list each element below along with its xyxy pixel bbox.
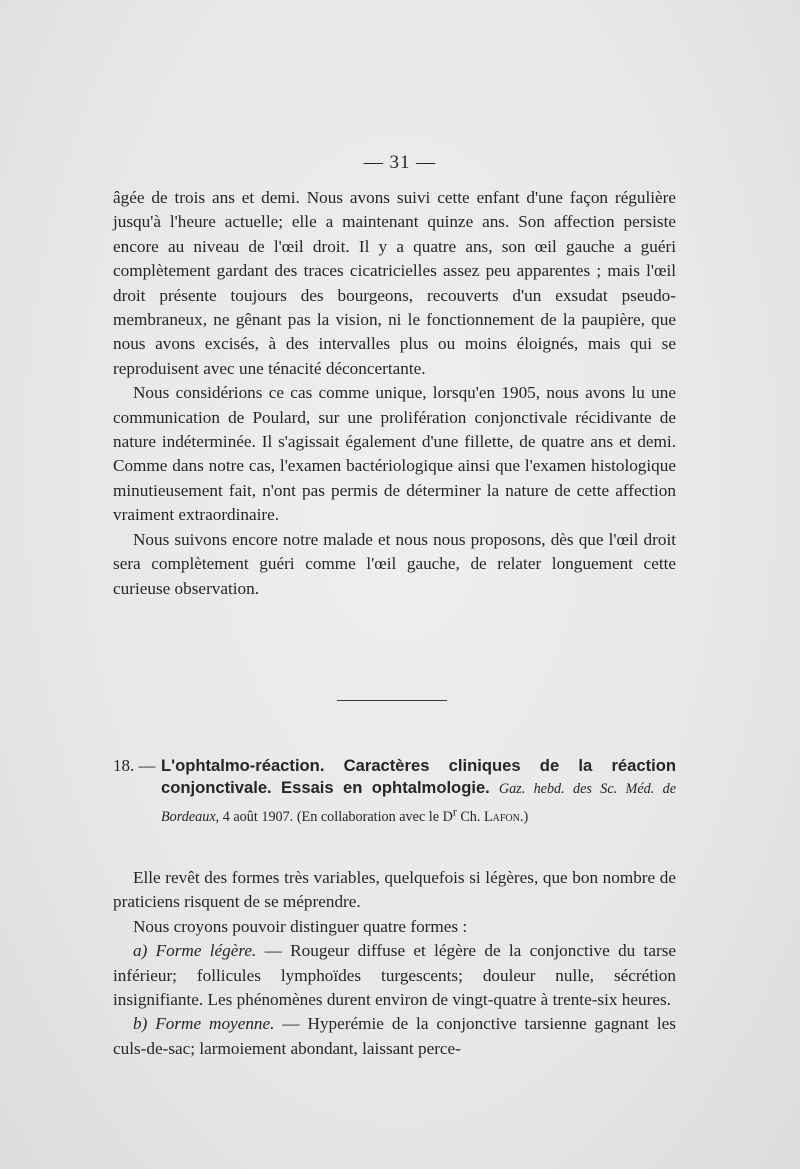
paragraph: Nous suivons encore notre malade et nous nous proposons, dès que l'œil droit sera complètement guéri comme l'œil gauche, de relater longuement cette curieuse observation. [113,529,676,598]
form-a-text: — Rougeur diffuse et légère de la conjonctive du tarse inférieur; follicules lymphoïdes turgescents; douleur nulle, sécrétion insignifiante. Les phénomènes durent environ de vingt-quatre à trente-six heures. [113,941,677,1010]
body-text [113,186,676,601]
entry-number: 18. — [113,756,156,775]
form-b-label: b) Forme moyenne. [133,1014,275,1034]
form-a-paragraph [113,939,676,1012]
section-divider [337,700,447,701]
entry-collab-name: Lafon [483,808,520,825]
entry-text [113,866,676,1061]
page-number: — 31 — [363,152,437,173]
paragraph: Nous considérions ce cas comme unique, lorsqu'en 1905, nous avons lu une communication de Poulard, sur une prolifération conjonctivale récidivante de nature indéterminée. Il s'agissait également d'une fillette, de quatre ans et demi. Comme dans notre cas, l'examen bactériologique ainsi que l'examen histologique minutieusement fait, n'ont pas permis de déterminer la nature de cette affection vraiment extraordinaire. [113,383,676,525]
entry-collab-initial: Ch. [460,808,481,825]
entry-collab-suffix: .) [519,808,529,825]
entry-journal: Gaz. hebd. des Sc. Méd. de Bordeaux, [161,781,676,825]
entry-collab-sup: r [452,804,457,818]
form-b-paragraph [113,1012,676,1061]
entry-collab-prefix: (En collaboration avec le D [296,808,453,825]
bibliography-entry [113,755,676,828]
entry-date: 4 août 1907. [222,808,294,825]
entry-title: L'ophtalmo-réaction. Caractères cliniques de la réaction conjonctivale. Essais en ophtalmologie. [161,756,676,797]
form-b-text: — Hyperémie de la conjonctive tarsienne gagnant les culs-de-sac; larmoiement abondant, laissant perce- [113,1014,676,1058]
form-a-label: a) Forme légère. [133,941,257,961]
paragraph: Elle revêt des formes très variables, quelquefois si légères, que bon nombre de praticiens risquent de se méprendre. [113,868,676,912]
paragraph: âgée de trois ans et demi. Nous avons suivi cette enfant d'une façon régulière jusqu'à l'heure actuelle; elle a maintenant quinze ans. Son affection persiste encore au niveau de l'œil droit. Il y a quatre ans, son œil gauche a guéri complètement gardant des traces cicatricielles assez peu apparentes ; mais l'œil droit présente toujours des bourgeons, recouverts d'un exsudat pseudo-membraneux, ne gênant pas la vision, ni le fonctionnement de la paupière, que nous avons excisés, à des intervalles plus ou moins éloignés, mais qui se reproduisent avec une ténacité déconcertante. [113,188,676,378]
paragraph: Nous croyons pouvoir distinguer quatre formes : [133,916,468,936]
